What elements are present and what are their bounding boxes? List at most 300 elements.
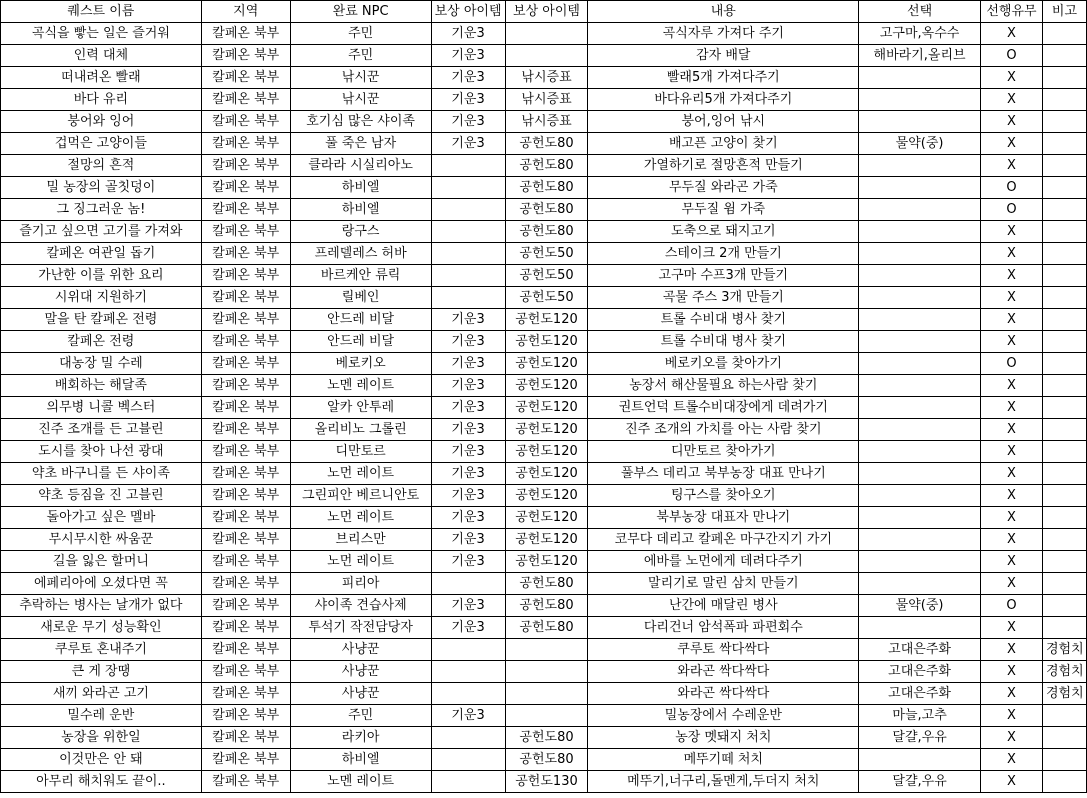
reward-item-1-cell[interactable]: [431, 749, 505, 771]
reward-item-2-cell[interactable]: 공헌도120: [505, 441, 588, 463]
header-note[interactable]: 비고: [1042, 1, 1086, 23]
note-cell[interactable]: [1042, 287, 1086, 309]
content-cell[interactable]: 밀농장에서 수레운반: [588, 705, 859, 727]
reward-item-1-cell[interactable]: 기운3: [431, 485, 505, 507]
reward-item-2-cell[interactable]: [505, 639, 588, 661]
quest-name-cell[interactable]: 대농장 밀 수레: [1, 353, 202, 375]
content-cell[interactable]: 배고픈 고양이 찾기: [588, 133, 859, 155]
note-cell[interactable]: 경험치: [1042, 683, 1086, 705]
reward-item-2-cell[interactable]: [505, 45, 588, 67]
choice-cell[interactable]: 고대은주화: [859, 661, 981, 683]
note-cell[interactable]: [1042, 485, 1086, 507]
npc-cell[interactable]: 안드레 비달: [290, 331, 431, 353]
prerequisite-cell[interactable]: O: [981, 595, 1043, 617]
npc-cell[interactable]: 올리비노 그롤린: [290, 419, 431, 441]
npc-cell[interactable]: 피리아: [290, 573, 431, 595]
note-cell[interactable]: [1042, 771, 1086, 793]
reward-item-2-cell[interactable]: 낚시증표: [505, 67, 588, 89]
region-cell[interactable]: 칼페온 북부: [201, 683, 290, 705]
reward-item-1-cell[interactable]: [431, 199, 505, 221]
prerequisite-cell[interactable]: X: [981, 573, 1043, 595]
reward-item-1-cell[interactable]: 기운3: [431, 67, 505, 89]
prerequisite-cell[interactable]: X: [981, 529, 1043, 551]
choice-cell[interactable]: 마늘,고추: [859, 705, 981, 727]
npc-cell[interactable]: 랑구스: [290, 221, 431, 243]
choice-cell[interactable]: [859, 353, 981, 375]
quest-name-cell[interactable]: 이것만은 안 돼: [1, 749, 202, 771]
prerequisite-cell[interactable]: X: [981, 221, 1043, 243]
reward-item-2-cell[interactable]: 공헌도50: [505, 287, 588, 309]
content-cell[interactable]: 붕어,잉어 낚시: [588, 111, 859, 133]
content-cell[interactable]: 북부농장 대표자 만나기: [588, 507, 859, 529]
choice-cell[interactable]: 고대은주화: [859, 639, 981, 661]
reward-item-2-cell[interactable]: 공헌도80: [505, 199, 588, 221]
npc-cell[interactable]: 프레델레스 허바: [290, 243, 431, 265]
prerequisite-cell[interactable]: X: [981, 331, 1043, 353]
prerequisite-cell[interactable]: X: [981, 155, 1043, 177]
note-cell[interactable]: [1042, 353, 1086, 375]
choice-cell[interactable]: [859, 111, 981, 133]
quest-name-cell[interactable]: 가난한 이를 위한 요리: [1, 265, 202, 287]
region-cell[interactable]: 칼페온 북부: [201, 661, 290, 683]
reward-item-2-cell[interactable]: 공헌도50: [505, 265, 588, 287]
npc-cell[interactable]: 노멘 레이트: [290, 375, 431, 397]
region-cell[interactable]: 칼페온 북부: [201, 551, 290, 573]
prerequisite-cell[interactable]: X: [981, 683, 1043, 705]
reward-item-2-cell[interactable]: 공헌도80: [505, 727, 588, 749]
prerequisite-cell[interactable]: X: [981, 133, 1043, 155]
reward-item-2-cell[interactable]: 공헌도80: [505, 595, 588, 617]
note-cell[interactable]: [1042, 551, 1086, 573]
npc-cell[interactable]: 안드레 비달: [290, 309, 431, 331]
reward-item-1-cell[interactable]: [431, 243, 505, 265]
quest-name-cell[interactable]: 곡식을 빻는 일은 즐거워: [1, 23, 202, 45]
note-cell[interactable]: [1042, 419, 1086, 441]
content-cell[interactable]: 디만토르 찾아가기: [588, 441, 859, 463]
choice-cell[interactable]: [859, 243, 981, 265]
prerequisite-cell[interactable]: X: [981, 111, 1043, 133]
region-cell[interactable]: 칼페온 북부: [201, 771, 290, 793]
quest-name-cell[interactable]: 떠내려온 빨래: [1, 67, 202, 89]
content-cell[interactable]: 에바를 노먼에게 데려다주기: [588, 551, 859, 573]
choice-cell[interactable]: 물약(중): [859, 133, 981, 155]
reward-item-2-cell[interactable]: 공헌도80: [505, 177, 588, 199]
npc-cell[interactable]: 사냥꾼: [290, 661, 431, 683]
prerequisite-cell[interactable]: X: [981, 771, 1043, 793]
prerequisite-cell[interactable]: X: [981, 463, 1043, 485]
prerequisite-cell[interactable]: X: [981, 309, 1043, 331]
prerequisite-cell[interactable]: X: [981, 661, 1043, 683]
choice-cell[interactable]: [859, 551, 981, 573]
quest-name-cell[interactable]: 추락하는 병사는 날개가 없다: [1, 595, 202, 617]
reward-item-1-cell[interactable]: 기운3: [431, 309, 505, 331]
reward-item-1-cell[interactable]: 기운3: [431, 89, 505, 111]
choice-cell[interactable]: 고구마,옥수수: [859, 23, 981, 45]
content-cell[interactable]: 무두질 와라곤 가죽: [588, 177, 859, 199]
reward-item-2-cell[interactable]: 공헌도130: [505, 771, 588, 793]
note-cell[interactable]: [1042, 705, 1086, 727]
reward-item-2-cell[interactable]: 공헌도80: [505, 749, 588, 771]
region-cell[interactable]: 칼페온 북부: [201, 463, 290, 485]
note-cell[interactable]: [1042, 309, 1086, 331]
content-cell[interactable]: 고구마 수프3개 만들기: [588, 265, 859, 287]
reward-item-2-cell[interactable]: 공헌도120: [505, 551, 588, 573]
region-cell[interactable]: 칼페온 북부: [201, 309, 290, 331]
content-cell[interactable]: 농장 멧돼지 처치: [588, 727, 859, 749]
choice-cell[interactable]: [859, 529, 981, 551]
npc-cell[interactable]: 베로키오: [290, 353, 431, 375]
choice-cell[interactable]: 해바라기,올리브: [859, 45, 981, 67]
content-cell[interactable]: 빨래5개 가져다주기: [588, 67, 859, 89]
reward-item-1-cell[interactable]: [431, 287, 505, 309]
note-cell[interactable]: [1042, 111, 1086, 133]
choice-cell[interactable]: [859, 397, 981, 419]
region-cell[interactable]: 칼페온 북부: [201, 155, 290, 177]
note-cell[interactable]: [1042, 441, 1086, 463]
header-choice[interactable]: 선택: [859, 1, 981, 23]
prerequisite-cell[interactable]: X: [981, 507, 1043, 529]
note-cell[interactable]: [1042, 727, 1086, 749]
reward-item-1-cell[interactable]: 기운3: [431, 133, 505, 155]
header-completion-npc[interactable]: 완료 NPC: [290, 1, 431, 23]
choice-cell[interactable]: [859, 177, 981, 199]
region-cell[interactable]: 칼페온 북부: [201, 595, 290, 617]
npc-cell[interactable]: 호기심 많은 샤이족: [290, 111, 431, 133]
content-cell[interactable]: 무두질 윔 가죽: [588, 199, 859, 221]
prerequisite-cell[interactable]: X: [981, 89, 1043, 111]
npc-cell[interactable]: 노먼 레이트: [290, 463, 431, 485]
content-cell[interactable]: 곡식자루 가져다 주기: [588, 23, 859, 45]
reward-item-1-cell[interactable]: [431, 727, 505, 749]
header-content[interactable]: 내용: [588, 1, 859, 23]
quest-name-cell[interactable]: 진주 조개를 든 고블린: [1, 419, 202, 441]
region-cell[interactable]: 칼페온 북부: [201, 353, 290, 375]
region-cell[interactable]: 칼페온 북부: [201, 375, 290, 397]
content-cell[interactable]: 다리건너 암석폭파 파편회수: [588, 617, 859, 639]
content-cell[interactable]: 와라곤 싹다싹다: [588, 661, 859, 683]
reward-item-2-cell[interactable]: [505, 661, 588, 683]
prerequisite-cell[interactable]: X: [981, 441, 1043, 463]
region-cell[interactable]: 칼페온 북부: [201, 111, 290, 133]
npc-cell[interactable]: 그린피안 베르니안토: [290, 485, 431, 507]
prerequisite-cell[interactable]: X: [981, 727, 1043, 749]
header-prerequisite[interactable]: 선행유무: [981, 1, 1043, 23]
note-cell[interactable]: 경험치: [1042, 639, 1086, 661]
npc-cell[interactable]: 사냥꾼: [290, 683, 431, 705]
prerequisite-cell[interactable]: O: [981, 177, 1043, 199]
npc-cell[interactable]: 낚시꾼: [290, 89, 431, 111]
choice-cell[interactable]: [859, 287, 981, 309]
quest-name-cell[interactable]: 약초 등짐을 진 고블린: [1, 485, 202, 507]
quest-name-cell[interactable]: 칼페온 여관일 돕기: [1, 243, 202, 265]
prerequisite-cell[interactable]: X: [981, 705, 1043, 727]
region-cell[interactable]: 칼페온 북부: [201, 529, 290, 551]
quest-name-cell[interactable]: 아무리 해치워도 끝이..: [1, 771, 202, 793]
choice-cell[interactable]: [859, 749, 981, 771]
content-cell[interactable]: 팅구스를 찾아오기: [588, 485, 859, 507]
note-cell[interactable]: [1042, 331, 1086, 353]
npc-cell[interactable]: 디만토르: [290, 441, 431, 463]
reward-item-2-cell[interactable]: [505, 23, 588, 45]
region-cell[interactable]: 칼페온 북부: [201, 639, 290, 661]
npc-cell[interactable]: 하비엘: [290, 199, 431, 221]
reward-item-1-cell[interactable]: 기운3: [431, 331, 505, 353]
quest-name-cell[interactable]: 시위대 지원하기: [1, 287, 202, 309]
reward-item-1-cell[interactable]: [431, 573, 505, 595]
quest-name-cell[interactable]: 바다 유리: [1, 89, 202, 111]
npc-cell[interactable]: 하비엘: [290, 749, 431, 771]
quest-name-cell[interactable]: 도시를 찾아 나선 광대: [1, 441, 202, 463]
quest-name-cell[interactable]: 붕어와 잉어: [1, 111, 202, 133]
content-cell[interactable]: 풀부스 데리고 북부농장 대표 만나기: [588, 463, 859, 485]
region-cell[interactable]: 칼페온 북부: [201, 485, 290, 507]
content-cell[interactable]: 메뚜기,너구리,돌멘게,두더지 처치: [588, 771, 859, 793]
note-cell[interactable]: [1042, 507, 1086, 529]
content-cell[interactable]: 코무다 데리고 칼페온 마구간지기 가기: [588, 529, 859, 551]
npc-cell[interactable]: 클라라 시실리아노: [290, 155, 431, 177]
reward-item-1-cell[interactable]: 기운3: [431, 353, 505, 375]
reward-item-2-cell[interactable]: 낚시증표: [505, 111, 588, 133]
npc-cell[interactable]: 주민: [290, 705, 431, 727]
npc-cell[interactable]: 알카 안투레: [290, 397, 431, 419]
reward-item-2-cell[interactable]: 낚시증표: [505, 89, 588, 111]
reward-item-1-cell[interactable]: 기운3: [431, 705, 505, 727]
note-cell[interactable]: [1042, 177, 1086, 199]
reward-item-2-cell[interactable]: 공헌도120: [505, 529, 588, 551]
quest-name-cell[interactable]: 새로운 무기 성능확인: [1, 617, 202, 639]
note-cell[interactable]: [1042, 133, 1086, 155]
region-cell[interactable]: 칼페온 북부: [201, 45, 290, 67]
choice-cell[interactable]: [859, 155, 981, 177]
note-cell[interactable]: [1042, 595, 1086, 617]
quest-name-cell[interactable]: 의무병 니콜 벡스터: [1, 397, 202, 419]
content-cell[interactable]: 트롤 수비대 병사 찾기: [588, 331, 859, 353]
quest-name-cell[interactable]: 밀 농장의 골칫덩이: [1, 177, 202, 199]
region-cell[interactable]: 칼페온 북부: [201, 265, 290, 287]
reward-item-2-cell[interactable]: 공헌도80: [505, 617, 588, 639]
note-cell[interactable]: [1042, 749, 1086, 771]
reward-item-1-cell[interactable]: 기운3: [431, 419, 505, 441]
region-cell[interactable]: 칼페온 북부: [201, 507, 290, 529]
content-cell[interactable]: 가열하기로 절망흔적 만들기: [588, 155, 859, 177]
prerequisite-cell[interactable]: X: [981, 639, 1043, 661]
prerequisite-cell[interactable]: X: [981, 287, 1043, 309]
note-cell[interactable]: [1042, 463, 1086, 485]
content-cell[interactable]: 진주 조개의 가치를 아는 사람 찾기: [588, 419, 859, 441]
reward-item-1-cell[interactable]: [431, 661, 505, 683]
reward-item-2-cell[interactable]: 공헌도120: [505, 375, 588, 397]
note-cell[interactable]: [1042, 221, 1086, 243]
content-cell[interactable]: 난간에 매달린 병사: [588, 595, 859, 617]
note-cell[interactable]: [1042, 243, 1086, 265]
choice-cell[interactable]: [859, 89, 981, 111]
note-cell[interactable]: [1042, 23, 1086, 45]
region-cell[interactable]: 칼페온 북부: [201, 331, 290, 353]
quest-name-cell[interactable]: 밀수레 운반: [1, 705, 202, 727]
reward-item-1-cell[interactable]: 기운3: [431, 441, 505, 463]
reward-item-2-cell[interactable]: 공헌도120: [505, 485, 588, 507]
choice-cell[interactable]: [859, 67, 981, 89]
region-cell[interactable]: 칼페온 북부: [201, 705, 290, 727]
note-cell[interactable]: [1042, 67, 1086, 89]
choice-cell[interactable]: [859, 441, 981, 463]
region-cell[interactable]: 칼페온 북부: [201, 89, 290, 111]
region-cell[interactable]: 칼페온 북부: [201, 573, 290, 595]
header-reward-item-1[interactable]: 보상 아이템: [431, 1, 505, 23]
quest-name-cell[interactable]: 큰 게 장땡: [1, 661, 202, 683]
quest-name-cell[interactable]: 인력 대체: [1, 45, 202, 67]
reward-item-2-cell[interactable]: 공헌도50: [505, 243, 588, 265]
reward-item-1-cell[interactable]: 기운3: [431, 507, 505, 529]
npc-cell[interactable]: 브리스만: [290, 529, 431, 551]
reward-item-1-cell[interactable]: [431, 177, 505, 199]
content-cell[interactable]: 감자 배달: [588, 45, 859, 67]
note-cell[interactable]: [1042, 199, 1086, 221]
note-cell[interactable]: [1042, 45, 1086, 67]
region-cell[interactable]: 칼페온 북부: [201, 23, 290, 45]
region-cell[interactable]: 칼페온 북부: [201, 133, 290, 155]
choice-cell[interactable]: [859, 199, 981, 221]
npc-cell[interactable]: 낚시꾼: [290, 67, 431, 89]
choice-cell[interactable]: 고대은주화: [859, 683, 981, 705]
reward-item-1-cell[interactable]: 기운3: [431, 397, 505, 419]
content-cell[interactable]: 메뚜기떼 처치: [588, 749, 859, 771]
note-cell[interactable]: [1042, 375, 1086, 397]
note-cell[interactable]: [1042, 529, 1086, 551]
region-cell[interactable]: 칼페온 북부: [201, 617, 290, 639]
prerequisite-cell[interactable]: X: [981, 485, 1043, 507]
choice-cell[interactable]: [859, 375, 981, 397]
quest-name-cell[interactable]: 약초 바구니를 든 샤이족: [1, 463, 202, 485]
reward-item-2-cell[interactable]: 공헌도120: [505, 397, 588, 419]
quest-name-cell[interactable]: 새끼 와라곤 고기: [1, 683, 202, 705]
region-cell[interactable]: 칼페온 북부: [201, 397, 290, 419]
quest-name-cell[interactable]: 절망의 흔적: [1, 155, 202, 177]
prerequisite-cell[interactable]: X: [981, 375, 1043, 397]
region-cell[interactable]: 칼페온 북부: [201, 221, 290, 243]
choice-cell[interactable]: [859, 221, 981, 243]
reward-item-2-cell[interactable]: 공헌도80: [505, 573, 588, 595]
reward-item-1-cell[interactable]: 기운3: [431, 23, 505, 45]
content-cell[interactable]: 도축으로 돼지고기: [588, 221, 859, 243]
reward-item-2-cell[interactable]: 공헌도120: [505, 507, 588, 529]
prerequisite-cell[interactable]: O: [981, 353, 1043, 375]
reward-item-2-cell[interactable]: 공헌도120: [505, 419, 588, 441]
choice-cell[interactable]: [859, 485, 981, 507]
npc-cell[interactable]: 노멘 레이트: [290, 771, 431, 793]
reward-item-2-cell[interactable]: [505, 705, 588, 727]
reward-item-2-cell[interactable]: 공헌도120: [505, 331, 588, 353]
quest-name-cell[interactable]: 길을 잃은 할머니: [1, 551, 202, 573]
choice-cell[interactable]: [859, 331, 981, 353]
quest-name-cell[interactable]: 즐기고 싶으면 고기를 가져와: [1, 221, 202, 243]
prerequisite-cell[interactable]: X: [981, 419, 1043, 441]
prerequisite-cell[interactable]: X: [981, 617, 1043, 639]
region-cell[interactable]: 칼페온 북부: [201, 243, 290, 265]
choice-cell[interactable]: 달걀,우유: [859, 771, 981, 793]
npc-cell[interactable]: 주민: [290, 45, 431, 67]
note-cell[interactable]: [1042, 265, 1086, 287]
reward-item-1-cell[interactable]: [431, 683, 505, 705]
reward-item-1-cell[interactable]: 기운3: [431, 463, 505, 485]
region-cell[interactable]: 칼페온 북부: [201, 441, 290, 463]
reward-item-1-cell[interactable]: [431, 221, 505, 243]
content-cell[interactable]: 트롤 수비대 병사 찾기: [588, 309, 859, 331]
prerequisite-cell[interactable]: X: [981, 23, 1043, 45]
note-cell[interactable]: [1042, 617, 1086, 639]
region-cell[interactable]: 칼페온 북부: [201, 177, 290, 199]
quest-name-cell[interactable]: 그 징그러운 놈!: [1, 199, 202, 221]
quest-name-cell[interactable]: 쿠루토 혼내주기: [1, 639, 202, 661]
reward-item-1-cell[interactable]: [431, 155, 505, 177]
reward-item-1-cell[interactable]: 기운3: [431, 375, 505, 397]
reward-item-1-cell[interactable]: [431, 771, 505, 793]
choice-cell[interactable]: [859, 309, 981, 331]
quest-name-cell[interactable]: 배회하는 해달족: [1, 375, 202, 397]
reward-item-2-cell[interactable]: [505, 683, 588, 705]
header-quest-name[interactable]: 퀘스트 이름: [1, 1, 202, 23]
choice-cell[interactable]: [859, 573, 981, 595]
prerequisite-cell[interactable]: X: [981, 749, 1043, 771]
prerequisite-cell[interactable]: X: [981, 265, 1043, 287]
choice-cell[interactable]: [859, 265, 981, 287]
reward-item-1-cell[interactable]: 기운3: [431, 595, 505, 617]
reward-item-2-cell[interactable]: 공헌도80: [505, 133, 588, 155]
note-cell[interactable]: [1042, 397, 1086, 419]
note-cell[interactable]: [1042, 155, 1086, 177]
content-cell[interactable]: 농장서 해산물필요 하는사람 찾기: [588, 375, 859, 397]
npc-cell[interactable]: 바르케안 류릭: [290, 265, 431, 287]
content-cell[interactable]: 와라곤 싹다싹다: [588, 683, 859, 705]
choice-cell[interactable]: [859, 617, 981, 639]
reward-item-1-cell[interactable]: [431, 639, 505, 661]
choice-cell[interactable]: [859, 463, 981, 485]
reward-item-2-cell[interactable]: 공헌도80: [505, 155, 588, 177]
reward-item-1-cell[interactable]: 기운3: [431, 551, 505, 573]
header-region[interactable]: 지역: [201, 1, 290, 23]
npc-cell[interactable]: 샤이족 견습사제: [290, 595, 431, 617]
content-cell[interactable]: 쿠루토 싹다싹다: [588, 639, 859, 661]
reward-item-2-cell[interactable]: 공헌도120: [505, 309, 588, 331]
quest-name-cell[interactable]: 돌아가고 싶은 멜바: [1, 507, 202, 529]
note-cell[interactable]: [1042, 573, 1086, 595]
choice-cell[interactable]: 물약(중): [859, 595, 981, 617]
content-cell[interactable]: 스테이크 2개 만들기: [588, 243, 859, 265]
header-reward-item-2[interactable]: 보상 아이템: [505, 1, 588, 23]
quest-name-cell[interactable]: 칼페온 전령: [1, 331, 202, 353]
reward-item-1-cell[interactable]: 기운3: [431, 111, 505, 133]
region-cell[interactable]: 칼페온 북부: [201, 727, 290, 749]
note-cell[interactable]: [1042, 89, 1086, 111]
npc-cell[interactable]: 라키아: [290, 727, 431, 749]
npc-cell[interactable]: 사냥꾼: [290, 639, 431, 661]
reward-item-2-cell[interactable]: 공헌도80: [505, 221, 588, 243]
prerequisite-cell[interactable]: X: [981, 551, 1043, 573]
npc-cell[interactable]: 주민: [290, 23, 431, 45]
content-cell[interactable]: 베로키오를 찾아가기: [588, 353, 859, 375]
reward-item-1-cell[interactable]: 기운3: [431, 529, 505, 551]
prerequisite-cell[interactable]: X: [981, 243, 1043, 265]
region-cell[interactable]: 칼페온 북부: [201, 67, 290, 89]
region-cell[interactable]: 칼페온 북부: [201, 419, 290, 441]
npc-cell[interactable]: 노먼 레이트: [290, 551, 431, 573]
prerequisite-cell[interactable]: X: [981, 397, 1043, 419]
content-cell[interactable]: 권트언덕 트롤수비대장에게 데려가기: [588, 397, 859, 419]
choice-cell[interactable]: [859, 507, 981, 529]
choice-cell[interactable]: 달걀,우유: [859, 727, 981, 749]
note-cell[interactable]: 경험치: [1042, 661, 1086, 683]
reward-item-2-cell[interactable]: 공헌도120: [505, 463, 588, 485]
